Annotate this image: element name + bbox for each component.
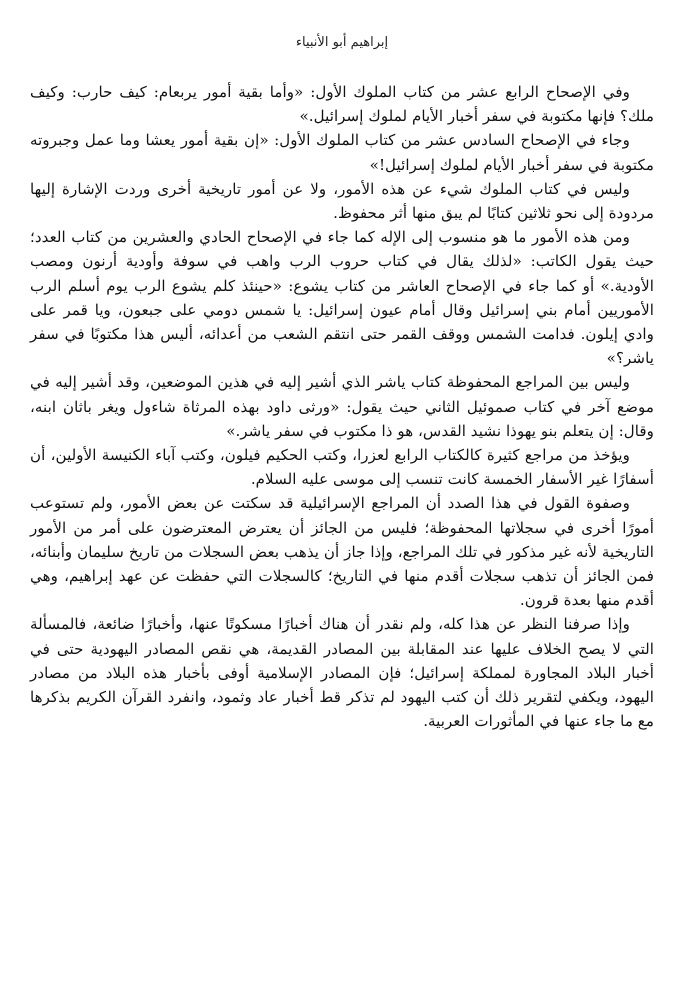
paragraph: وجاء في الإصحاح السادس عشر من كتاب الملوك الأول: «إن بقية أمور يعشا وما عمل وجبروته مكتوبة في سفر أخبار الأيام لملوك إسرائيل!» — [30, 131, 654, 174]
paragraph: وفي الإصحاح الرابع عشر من كتاب الملوك الأول: «وأما بقية أمور يربعام: كيف حارب: وكيف ملك؟ فإنها مكتوبة في سفر أخبار الأيام لملوك إسرائيل.» — [30, 83, 654, 126]
paragraph: ومن هذه الأمور ما هو منسوب إلى الإله كما جاء في الإصحاح الحادي والعشرين من كتاب العدد؛ حيث يقول الكاتب: «لذلك يقال في كتاب حروب الرب واهب في سوفة وأودية أرنون ومصب الأودية.» أو كما جاء في الإصحاح العاشر من كتاب يشوع: «حينئذ كلم يشوع الرب يوم أسلم الرب الأموريين أمام بني إسرائيل وقال أمام عيون إسرائيل: يا شمس دومي على جبعون، ويا قمر على وادي إيلون. فدامت الشمس ووقف القمر حتى انتقم الشعب من أعدائه، أليس هذا مكتوبًا في سفر ياشر؟» — [30, 228, 654, 368]
paragraph: وليس بين المراجع المحفوظة كتاب ياشر الذي أشير إليه في هذين الموضعين، وقد أشير إليه في موضع آخر في كتاب صموئيل الثاني حيث يقول: «ورثى داود بهذه المرثاة شاءول ويغر باثان ابنه، وقال: إن يتعلم بنو يهوذا نشيد القدس، هو ذا مكتوب في سفر ياشر.» — [30, 373, 654, 440]
paragraph: وإذا صرفنا النظر عن هذا كله، ولم نقدر أن هناك أخبارًا مسكوتًا عنها، وأخبارًا ضائعة، فالمسألة التي لا يصح الخلاف عليها عند المقابلة بين المصادر القديمة، هي نقص المصادر اليهودية حتى في أخبار البلاد المجاورة لمملكة إسرائيل؛ فإن المصادر الإسلامية أوفى بأخبار هذه البلاد من مصادر اليهود، ويكفي لتقرير ذلك أن كتب اليهود لم تذكر قط أخبار عاد وثمود، وانفرد القرآن الكريم بذكرها مع ما جاء عنها في المأثورات العربية. — [30, 615, 654, 731]
paragraph: وليس في كتاب الملوك شيء عن هذه الأمور، ولا عن أمور تاريخية أخرى وردت الإشارة إليها مردودة إلى نحو ثلاثين كتابًا لم يبق منها أثر محفوظ. — [30, 179, 654, 223]
running-header: إبراهيم أبو الأنبياء — [295, 35, 389, 50]
paragraph: وصفوة القول في هذا الصدد أن المراجع الإسرائيلية قد سكتت عن بعض الأمور، ولم تستوعب أمورًا أخرى في سجلاتها المحفوظة؛ فليس من الجائز أن يعترض المعترضون على أمر من الأمور التاريخية لأنه غير مذكور في تلك المراجع، وإذا جاز أن يذهب بعض السجلات من تاريخ سليمان وأبنائه، فمن الجائز أن تذهب سجلات أقدم منها في التاريخ؛ كالسجلات التي حفظت عن عهد إبراهيم، وهي أقدم منها بعدة قرون. — [30, 494, 654, 610]
body-text — [30, 80, 654, 733]
paragraph: ويؤخذ من مراجع كثيرة كالكتاب الرابع لعزرا، وكتب الحكيم فيلون، وكتب آباء الكنيسة الأولين، أن أسفارًا غير الأسفار الخمسة كانت تنسب إلى موسى عليه السلام. — [30, 446, 654, 489]
